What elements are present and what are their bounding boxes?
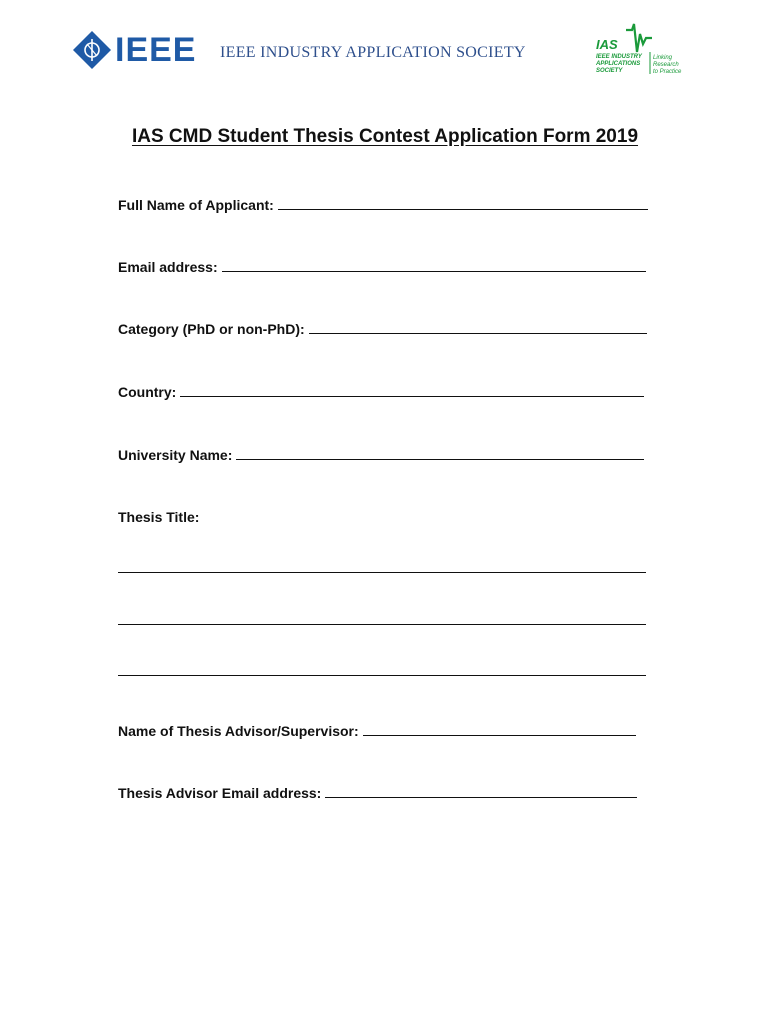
ias-tag1: Linking (653, 55, 673, 61)
ias-line1: IEEE INDUSTRY (596, 54, 642, 60)
university-label: University Name: (118, 447, 233, 463)
full-name-field (118, 197, 648, 213)
category-field (118, 321, 647, 337)
advisor-email-field (118, 785, 637, 801)
ias-logo (592, 22, 682, 78)
ieee-wordmark: IEEE (115, 31, 197, 69)
ias-tag2: Research (653, 62, 679, 68)
email-label: Email address: (118, 259, 218, 275)
advisor-name-field (118, 723, 636, 739)
full-name-line[interactable] (278, 208, 648, 210)
ias-line3: SOCIETY (596, 68, 623, 74)
country-label: Country: (118, 384, 177, 400)
society-name: IEEE INDUSTRY APPLICATION SOCIETY (220, 44, 526, 61)
thesis-title-field (118, 509, 199, 525)
email-line[interactable] (222, 270, 646, 272)
form-title: IAS CMD Student Thesis Contest Application Form 2019 (131, 126, 639, 147)
ieee-logo (72, 30, 196, 70)
university-line[interactable] (236, 458, 644, 460)
thesis-title-line-3[interactable] (118, 675, 646, 676)
category-line[interactable] (309, 332, 647, 334)
advisor-email-line[interactable] (325, 796, 637, 798)
advisor-name-line[interactable] (363, 734, 636, 736)
ias-line2: APPLICATIONS (596, 61, 641, 67)
full-name-label: Full Name of Applicant: (118, 197, 274, 213)
thesis-title-line-1[interactable] (118, 572, 646, 573)
category-label: Category (PhD or non-PhD): (118, 321, 305, 337)
ias-tag3: to Practice (653, 69, 682, 75)
university-field (118, 447, 644, 463)
country-field (118, 384, 644, 400)
advisor-email-label: Thesis Advisor Email address: (118, 785, 322, 801)
ias-acronym: IAS (596, 37, 618, 52)
thesis-title-line-2[interactable] (118, 624, 646, 625)
advisor-name-label: Name of Thesis Advisor/Supervisor: (118, 723, 359, 739)
ieee-diamond-icon (72, 30, 112, 70)
email-field (118, 259, 646, 275)
thesis-title-label: Thesis Title: (118, 509, 200, 525)
country-line[interactable] (180, 395, 644, 397)
